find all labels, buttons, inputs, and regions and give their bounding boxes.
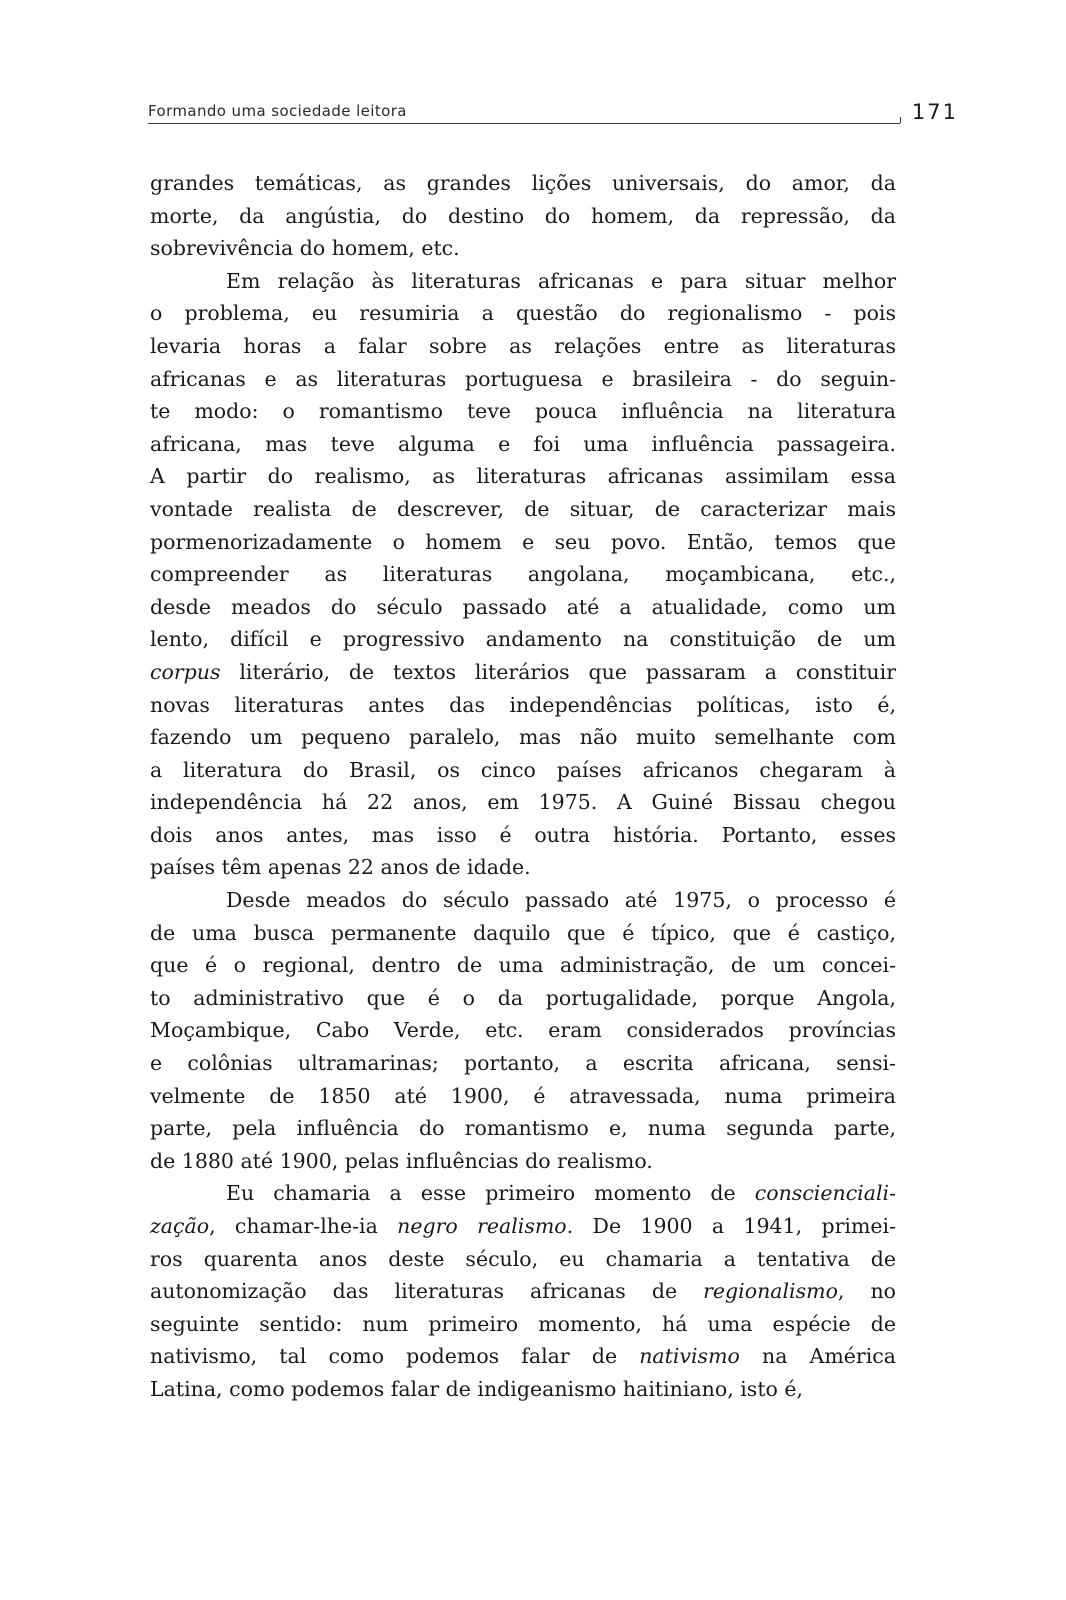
text-segment: seguinte sentido: num primeiro momento, há uma espécie de (150, 1311, 896, 1336)
text-segment: ros quarenta anos deste século, eu chamaria a tentativa de (150, 1246, 896, 1271)
text-segment: lento, difícil e progressivo andamento na constituição de um (150, 627, 896, 652)
text-line (150, 363, 896, 396)
italic-text: conscienciali- (754, 1181, 896, 1206)
page-number: 171 (911, 100, 958, 124)
text-line (150, 232, 896, 265)
text-line (150, 1014, 896, 1047)
header-rule (148, 123, 900, 124)
text-segment: parte, pela influência do romantismo e, numa segunda parte, (150, 1116, 896, 1141)
italic-text: corpus (150, 659, 221, 684)
text-line (150, 200, 896, 233)
paragraph (150, 884, 896, 1177)
text-segment: A partir do realismo, as literaturas africanas assimilam essa (150, 464, 896, 489)
text-line (150, 1340, 896, 1373)
text-segment: grandes temáticas, as grandes lições universais, do amor, da (150, 171, 896, 195)
text-segment: compreender as literaturas angolana, moçambicana, etc., (150, 562, 896, 587)
body-text (150, 167, 896, 1406)
paragraph (150, 1177, 896, 1405)
text-line (150, 754, 896, 787)
text-line (150, 851, 896, 884)
text-line (150, 689, 896, 722)
italic-text: zação (150, 1214, 210, 1238)
text-line (150, 1145, 896, 1178)
text-line (150, 949, 896, 982)
text-line (150, 1373, 896, 1406)
text-segment: to administrativo que é o da portugalidade, porque Angola, (150, 985, 896, 1010)
text-segment: . De 1900 a 1941, primei- (566, 1214, 896, 1238)
text-line (150, 1177, 896, 1210)
text-segment: , chamar-lhe-ia (209, 1214, 398, 1238)
text-line (150, 1243, 896, 1276)
text-segment: novas literaturas antes das independências políticas, isto é, (150, 692, 896, 717)
text-line (150, 1275, 896, 1308)
text-segment: africana, mas teve alguma e foi uma influência passageira. (150, 431, 896, 456)
text-segment: velmente de 1850 até 1900, é atravessada, numa primeira (150, 1083, 896, 1108)
text-line (150, 591, 896, 624)
text-segment: a literatura do Brasil, os cinco países africanos chegaram à (150, 757, 896, 782)
text-segment: Latina, como podemos falar de indigeanismo haitiniano, isto é, (150, 1376, 804, 1401)
text-line (150, 786, 896, 819)
text-line (150, 656, 896, 689)
text-line (150, 1308, 896, 1341)
header-rule-tick (900, 117, 901, 123)
text-line (150, 428, 896, 461)
text-line (150, 884, 896, 917)
text-line (150, 1047, 896, 1080)
text-line (150, 623, 896, 656)
running-head (148, 100, 958, 130)
text-segment: pormenorizadamente o homem e seu povo. Então, temos que (150, 529, 896, 554)
text-segment: , no (837, 1279, 896, 1304)
text-line (150, 721, 896, 754)
text-line (150, 1112, 896, 1145)
text-segment: Eu chamaria a esse primeiro momento de (226, 1181, 755, 1206)
text-segment: Moçambique, Cabo Verde, etc. eram considerados províncias (150, 1018, 896, 1043)
text-line (150, 330, 896, 363)
text-line (150, 819, 896, 852)
text-segment: levaria horas a falar sobre as relações entre as literaturas (150, 333, 896, 358)
text-segment: o problema, eu resumiria a questão do regionalismo - pois (150, 301, 896, 326)
text-segment: Desde meados do século passado até 1975, o processo é (226, 888, 896, 913)
text-segment: de uma busca permanente daquilo que é típico, que é castiço, (150, 920, 896, 945)
text-segment: de 1880 até 1900, pelas influências do realismo. (150, 1148, 653, 1173)
text-line (150, 1080, 896, 1113)
text-line (150, 395, 896, 428)
text-line (150, 1210, 896, 1243)
paragraph (150, 265, 896, 884)
text-segment: na América (739, 1344, 896, 1369)
text-segment: morte, da angústia, do destino do homem, da repressão, da (150, 203, 896, 228)
text-segment: autonomização das literaturas africanas de (150, 1279, 704, 1304)
italic-text: negro realismo (397, 1214, 567, 1238)
italic-text: regionalismo (703, 1279, 838, 1304)
text-segment: fazendo um pequeno paralelo, mas não muito semelhante com (150, 725, 896, 750)
text-line (150, 297, 896, 330)
text-segment: africanas e as literaturas portuguesa e brasileira - do seguin- (150, 366, 896, 391)
text-segment: vontade realista de descrever, de situar, de caracterizar mais (150, 496, 896, 521)
text-segment: sobrevivência do homem, etc. (150, 236, 460, 261)
text-line (150, 558, 896, 591)
text-segment: dois anos antes, mas isso é outra história. Portanto, esses (150, 822, 896, 847)
text-line (150, 982, 896, 1015)
text-line (150, 526, 896, 559)
text-segment: independência há 22 anos, em 1975. A Guiné Bissau chegou (150, 790, 896, 815)
text-line (150, 265, 896, 298)
italic-text: nativismo (639, 1344, 740, 1369)
text-line (150, 167, 896, 200)
text-segment: países têm apenas 22 anos de idade. (150, 855, 531, 880)
text-segment: desde meados do século passado até a atualidade, como um (150, 594, 896, 619)
text-segment: te modo: o romantismo teve pouca influência na literatura (150, 399, 896, 424)
text-segment: Em relação às literaturas africanas e para situar melhor (226, 268, 896, 293)
paragraph (150, 167, 896, 265)
text-line (150, 460, 896, 493)
text-segment: literário, de textos literários que passaram a constituir (220, 659, 896, 684)
text-line (150, 493, 896, 526)
text-line (150, 917, 896, 950)
running-head-title: Formando uma sociedade leitora (148, 102, 407, 120)
text-segment: e colônias ultramarinas; portanto, a escrita africana, sensi- (150, 1051, 896, 1076)
text-segment: nativismo, tal como podemos falar de (150, 1344, 640, 1369)
text-segment: que é o regional, dentro de uma administração, de um concei- (150, 953, 896, 978)
